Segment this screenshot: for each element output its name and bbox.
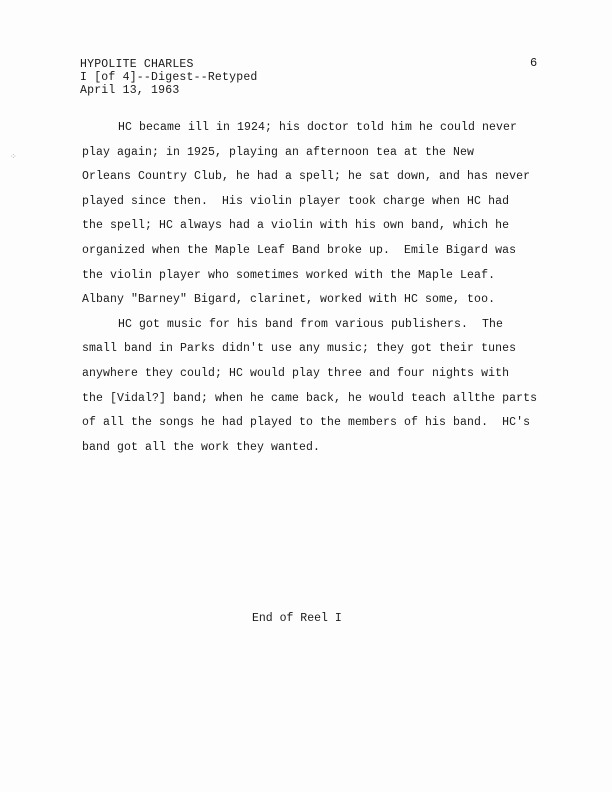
header-reel-info: I [of 4]--Digest--Retyped	[80, 71, 258, 84]
document-header	[80, 58, 258, 97]
paragraph-1-line-1: HC became ill in 1924; his doctor told him he could never	[118, 121, 518, 134]
paragraph-2-line-2: small band in Parks didn't use any music; they got their tunes	[82, 342, 517, 356]
header-date: April 13, 1963	[80, 84, 180, 97]
paragraph-1-line-8: Albany "Barney" Bigard, clarinet, worked with HC some, too.	[82, 293, 496, 307]
end-of-reel-label: End of Reel I	[252, 612, 342, 625]
paragraph-2-line-1: HC got music for his band from various publishers. The	[118, 317, 504, 331]
page-number: 6	[530, 56, 538, 70]
paragraph-1-line-5: the spell; HC always had a violin with his own band, which he	[82, 219, 510, 233]
paragraph-1-line-4: played since then. His violin player took charge when HC had	[82, 194, 510, 208]
document-body	[82, 116, 552, 460]
scan-artifact-mark: ⁘	[10, 153, 17, 162]
paragraph-1-line-7: the violin player who sometimes worked with the Maple Leaf.	[82, 268, 496, 282]
paragraph-1-line-3: Orleans Country Club, he had a spell; he sat down, and has never	[82, 170, 531, 184]
paragraph-2-line-6: band got all the work they wanted.	[82, 440, 321, 454]
paragraph-2-line-3: anywhere they could; HC would play three and four nights with	[82, 366, 510, 380]
paragraph-1-line-6: organized when the Maple Leaf Band broke up. Emile Bigard was	[82, 243, 517, 257]
header-title: HYPOLITE CHARLES	[80, 58, 194, 71]
paragraph-1-line-2: play again; in 1925, playing an afternoon tea at the New	[82, 145, 475, 159]
paragraph-2-line-5: of all the songs he had played to the members of his band. HC's	[82, 416, 531, 430]
paragraph-2-line-4: the [Vidal?] band; when he came back, he would teach allthe parts	[82, 391, 538, 405]
